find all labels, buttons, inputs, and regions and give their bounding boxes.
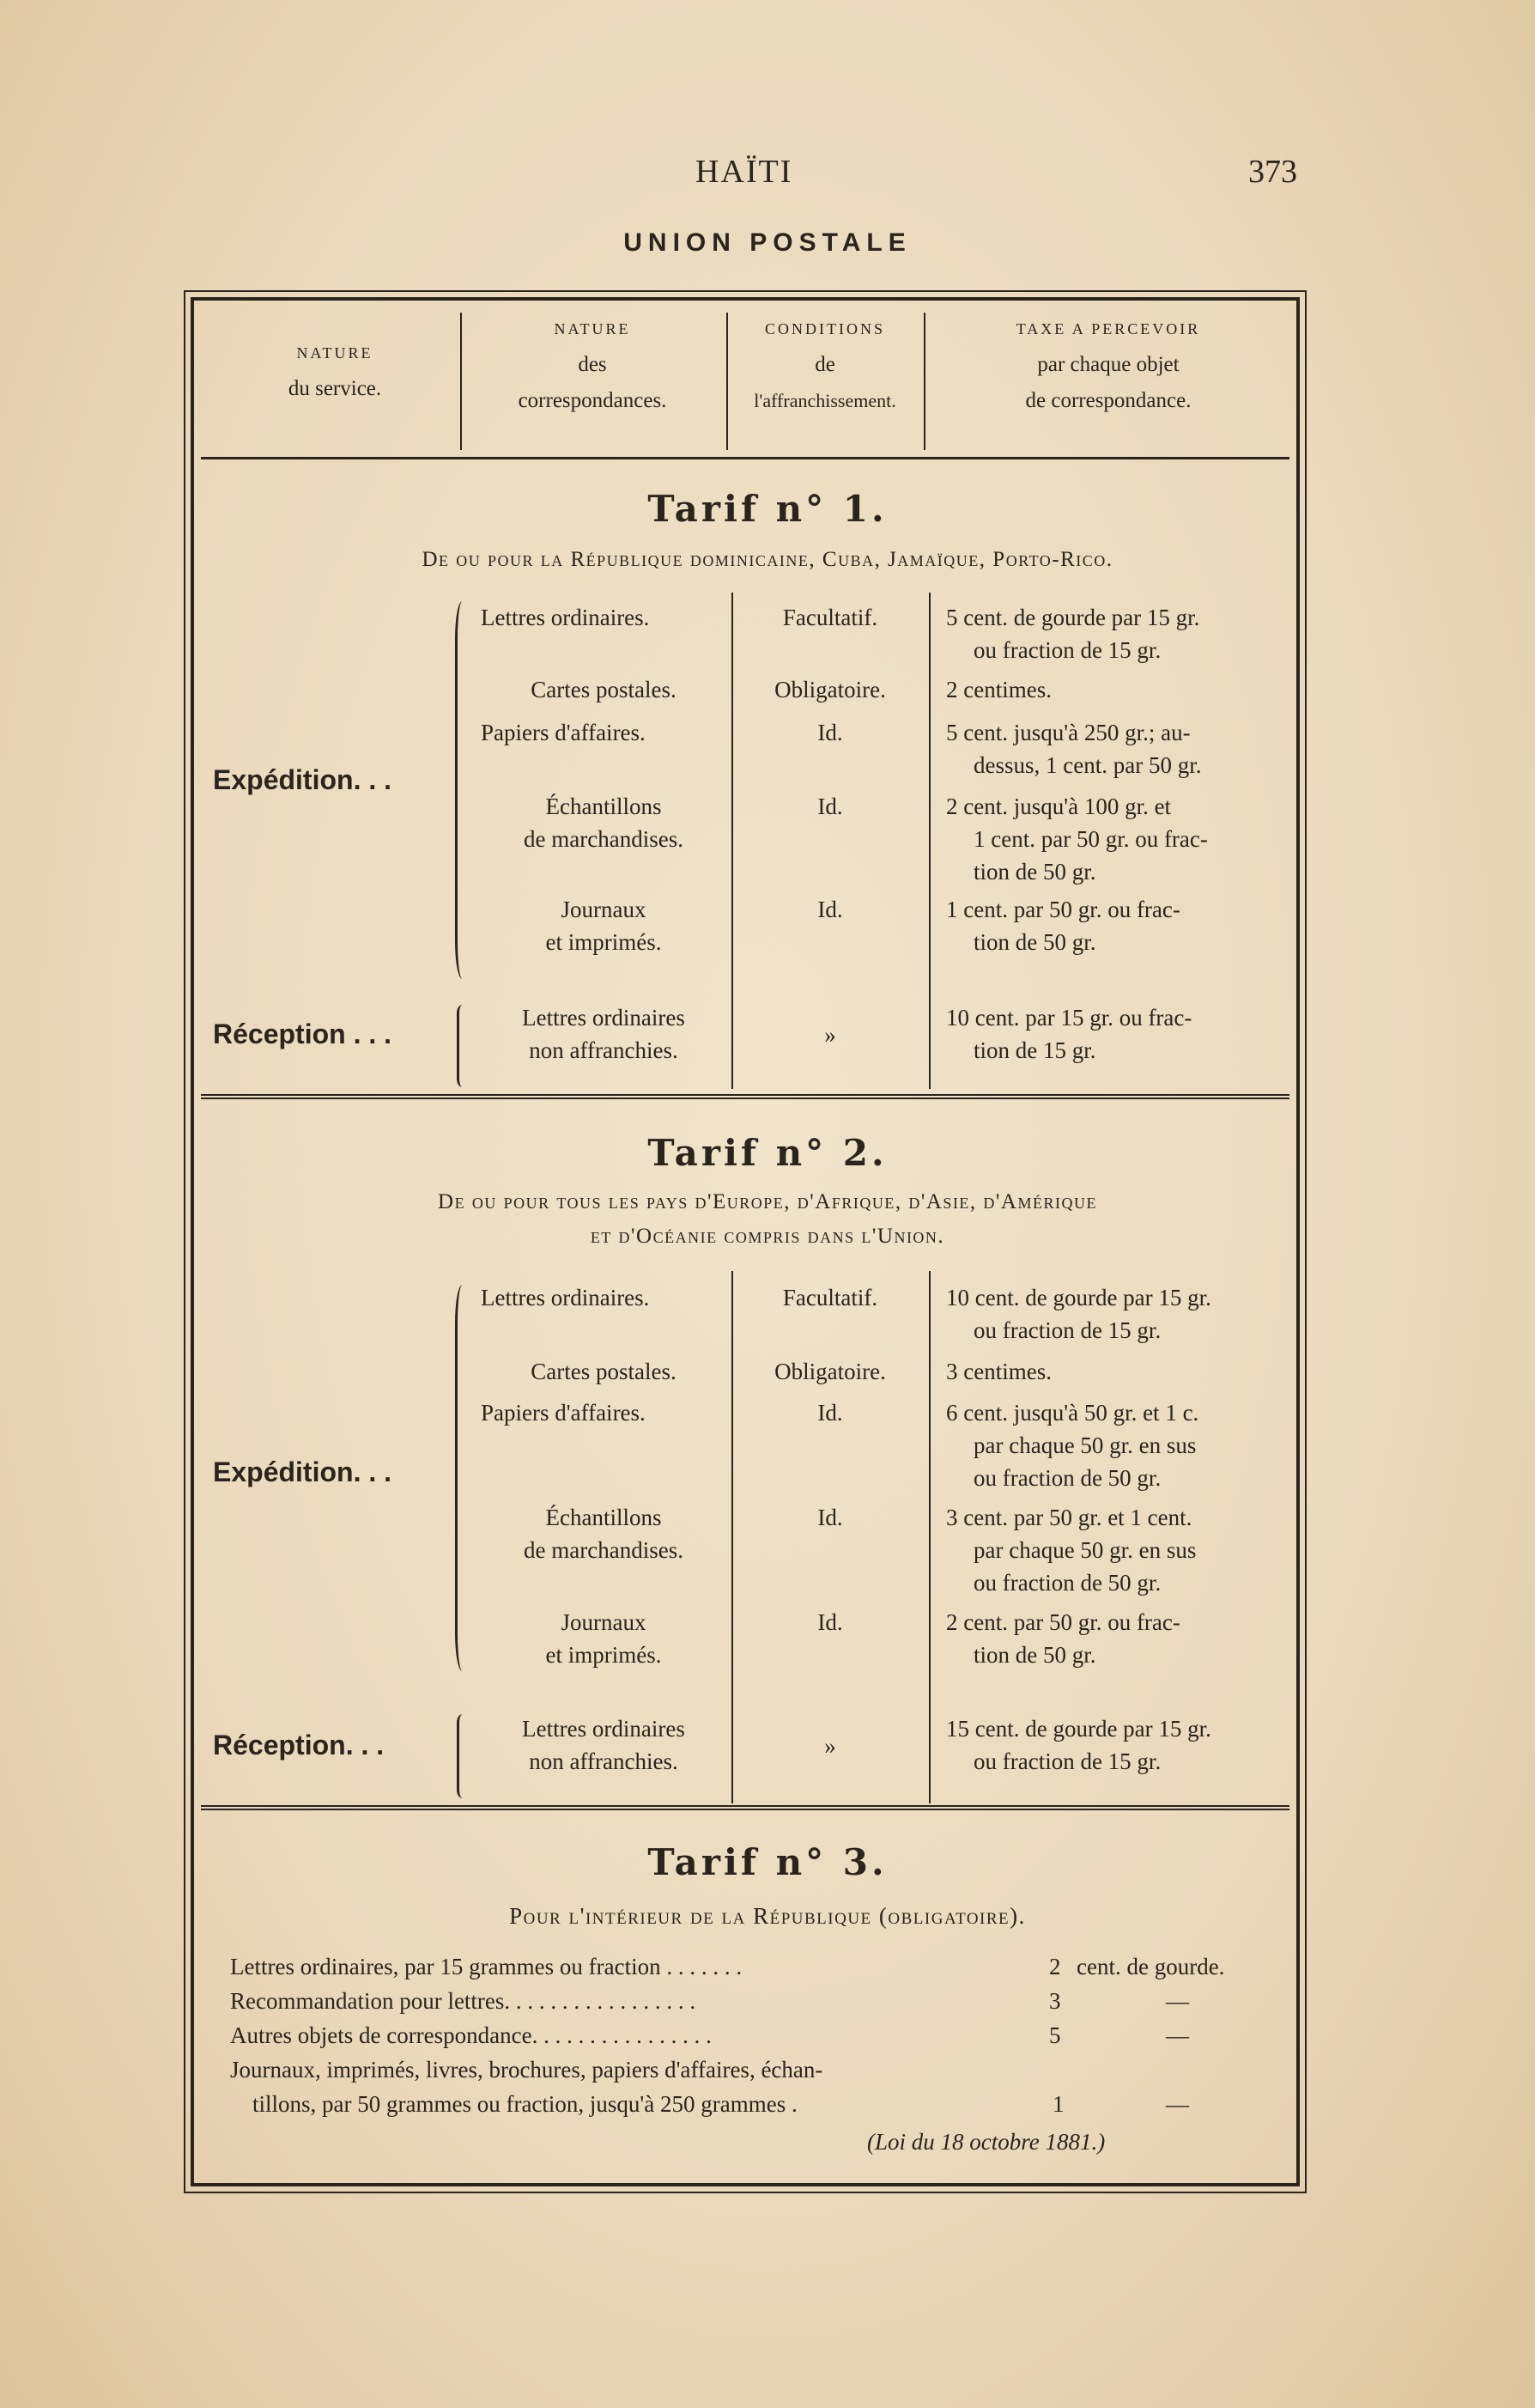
tarif2-divider xyxy=(929,1271,931,1803)
tarif2-title: Tarif n° 2. xyxy=(647,1132,888,1174)
tarif2-row-taxe xyxy=(946,1606,1289,1671)
header-divider xyxy=(460,313,462,450)
tarif2-row-nature: Lettres ordinaires. xyxy=(481,1285,650,1310)
tarif1-row-cond: » xyxy=(824,1022,836,1048)
nature-line: et imprimés. xyxy=(545,1642,662,1668)
tarif1-divider xyxy=(929,593,931,1089)
tarif1-rule xyxy=(201,1094,1289,1099)
header-text: par chaque objet xyxy=(1037,353,1180,376)
tarif2-row-cond: Id. xyxy=(817,1609,843,1635)
tarif2-row-taxe xyxy=(946,1501,1289,1599)
nature-line: non affranchies. xyxy=(529,1037,678,1063)
tarif3-line-text: Journaux, imprimés, livres, brochures, papiers d'affaires, échan- xyxy=(230,2057,823,2083)
nature-line: Lettres ordinaires xyxy=(522,1716,685,1742)
nature-line: Échantillons xyxy=(545,1505,662,1530)
tarif2-subtitle-line: et d'Océanie compris dans l'Union. xyxy=(590,1225,945,1248)
tarif2-row-nature: Papiers d'affaires. xyxy=(481,1400,646,1426)
header-text: de xyxy=(815,353,835,376)
header-text: l'affranchissement. xyxy=(754,390,896,411)
tarif2-row-nature xyxy=(481,1606,726,1671)
nature-line: de marchandises. xyxy=(524,1537,683,1563)
tarif1-row-nature xyxy=(481,893,726,958)
tarif1-row-taxe xyxy=(946,716,1289,781)
taxe-line: tion de 15 gr. xyxy=(974,1037,1096,1063)
tarif2-brace xyxy=(455,1285,473,1671)
tarif2-reception-label: Réception. . . xyxy=(213,1730,385,1760)
tarif1-row-cond: Facultatif. xyxy=(782,605,878,630)
tarif3-title: Tarif n° 3. xyxy=(647,1841,888,1883)
tarif2-row-cond: Id. xyxy=(817,1505,843,1530)
tarif1-title: Tarif n° 1. xyxy=(647,488,888,530)
tarif3-line-text: Lettres ordinaires, par 15 grammes ou fraction . . . . . . . xyxy=(230,1954,743,1979)
tarif3-line-unit: — xyxy=(1166,2091,1189,2117)
taxe-line: 2 cent. par 50 gr. ou frac- xyxy=(946,1609,1180,1635)
nature-line: Journaux xyxy=(561,897,646,922)
tarif2-row-cond: Obligatoire. xyxy=(774,1359,886,1384)
tarif1-row-cond: Id. xyxy=(817,720,843,745)
tarif1-row-nature: Papiers d'affaires. xyxy=(481,720,646,745)
nature-line: non affranchies. xyxy=(529,1748,678,1774)
tarif2-row-nature xyxy=(481,1712,726,1778)
page-number: 373 xyxy=(1248,154,1297,190)
tarif2-row-nature: Cartes postales. xyxy=(531,1359,676,1384)
tarif1-row-cond: Id. xyxy=(817,897,843,922)
tarif3-line-num: 3 xyxy=(1049,1988,1061,2014)
taxe-line: 6 cent. jusqu'à 50 gr. et 1 c. xyxy=(946,1400,1199,1426)
tarif1-row-nature xyxy=(481,1001,726,1067)
taxe-line: ou fraction de 50 gr. xyxy=(974,1465,1162,1491)
header-col-taxe xyxy=(925,311,1291,450)
nature-line: de marchandises. xyxy=(524,826,683,852)
tarif3-line-text: Recommandation pour lettres. . . . . . . . . . . . . . . . . xyxy=(230,1988,696,2014)
header-text: CONDITIONS xyxy=(765,320,885,337)
tarif2-row-cond: » xyxy=(824,1733,836,1759)
tarif3-line-num: 1 xyxy=(1053,2091,1065,2117)
tarif2-divider xyxy=(731,1271,733,1803)
tarif3-line-text: Autres objets de correspondance. . . . . . . . . . . . . . . . xyxy=(230,2022,712,2048)
tarif1-row-cond: Id. xyxy=(817,794,843,819)
tarif1-row-nature: Cartes postales. xyxy=(531,677,676,702)
tarif2-rule xyxy=(201,1805,1289,1810)
tarif1-brace-small xyxy=(457,1005,471,1087)
header-text: NATURE xyxy=(554,320,631,337)
tarif3-line-num: 5 xyxy=(1049,2022,1061,2048)
tarif1-row-cond: Obligatoire. xyxy=(774,677,886,702)
nature-line: Journaux xyxy=(561,1609,646,1635)
taxe-line: 1 cent. par 50 gr. ou frac- xyxy=(974,826,1208,852)
nature-line: et imprimés. xyxy=(545,929,662,955)
running-head xyxy=(0,153,1535,196)
header-text: de correspondance. xyxy=(1025,389,1192,412)
nature-line: Lettres ordinaires xyxy=(522,1005,685,1031)
tarif3-subtitle: Pour l'intérieur de la République (obligatoire). xyxy=(509,1903,1026,1929)
tarif1-row-nature: Lettres ordinaires. xyxy=(481,605,650,630)
tarif1-row-taxe xyxy=(946,893,1289,958)
page-title: HAÏTI xyxy=(695,154,793,190)
taxe-line: 1 cent. par 50 gr. ou frac- xyxy=(946,897,1180,922)
section-title: UNION POSTALE xyxy=(623,228,912,257)
tarif2-expedition-label: Expédition. . . xyxy=(213,1456,392,1487)
header-rule xyxy=(201,457,1289,459)
header-text: du service. xyxy=(288,377,382,400)
header-divider xyxy=(924,313,925,450)
tarif2-subtitle-line: De ou pour tous les pays d'Europe, d'Afrique, d'Asie, d'Amérique xyxy=(438,1190,1097,1213)
taxe-line: 2 cent. jusqu'à 100 gr. et xyxy=(946,794,1172,819)
tarif1-row-taxe: 2 centimes. xyxy=(946,677,1052,702)
header-col-nature xyxy=(464,311,721,450)
taxe-line: ou fraction de 15 gr. xyxy=(974,1748,1162,1774)
header-text: NATURE xyxy=(296,344,373,362)
header-text: des xyxy=(578,353,607,376)
tarif1-expedition-label: Expédition. . . xyxy=(213,764,392,795)
tarif2-row-cond: Facultatif. xyxy=(782,1285,878,1310)
tarif3-line-unit: — xyxy=(1166,2022,1189,2048)
tarif2-row-nature xyxy=(481,1501,726,1566)
taxe-line: 10 cent. par 15 gr. ou frac- xyxy=(946,1005,1192,1031)
header-col-service xyxy=(215,335,455,474)
taxe-line: dessus, 1 cent. par 50 gr. xyxy=(974,752,1202,778)
tarif3-line-unit: — xyxy=(1166,1988,1189,2014)
tarif1-subtitle: De ou pour la République dominicaine, Cuba, Jamaïque, Porto-Rico. xyxy=(422,548,1113,571)
taxe-line: tion de 50 gr. xyxy=(974,859,1096,885)
taxe-line: 15 cent. de gourde par 15 gr. xyxy=(946,1716,1211,1742)
taxe-line: tion de 50 gr. xyxy=(974,929,1096,955)
tarif2-row-cond: Id. xyxy=(817,1400,843,1426)
tarif1-brace xyxy=(455,601,473,979)
header-text: TAXE A PERCEVOIR xyxy=(1016,320,1201,337)
taxe-line: par chaque 50 gr. en sus xyxy=(974,1432,1197,1458)
taxe-line: par chaque 50 gr. en sus xyxy=(974,1537,1197,1563)
header-col-conditions xyxy=(728,311,922,450)
tarif2-row-taxe xyxy=(946,1712,1289,1778)
tarif2-brace-small xyxy=(457,1714,471,1798)
tarif1-row-taxe xyxy=(946,790,1289,888)
tarif3-law: (Loi du 18 octobre 1881.) xyxy=(867,2129,1106,2155)
tarif1-row-taxe xyxy=(946,1001,1289,1067)
tarif1-reception-label: Réception . . . xyxy=(213,1019,392,1049)
taxe-line: tion de 50 gr. xyxy=(974,1642,1096,1668)
tarif3-line-text: tillons, par 50 grammes ou fraction, jusqu'à 250 grammes . xyxy=(252,2091,798,2117)
tarif1-row-taxe xyxy=(946,601,1289,666)
taxe-line: 5 cent. jusqu'à 250 gr.; au- xyxy=(946,720,1191,745)
tarif3-line-unit: cent. de gourde. xyxy=(1077,1954,1225,1979)
tarif2-row-taxe: 3 centimes. xyxy=(946,1359,1052,1384)
tarif3-line-num: 2 xyxy=(1049,1954,1061,1979)
taxe-line: 3 cent. par 50 gr. et 1 cent. xyxy=(946,1505,1192,1530)
taxe-line: 5 cent. de gourde par 15 gr. xyxy=(946,605,1200,630)
taxe-line: 10 cent. de gourde par 15 gr. xyxy=(946,1285,1211,1310)
taxe-line: ou fraction de 50 gr. xyxy=(974,1570,1162,1596)
tarif2-row-taxe xyxy=(946,1281,1289,1347)
taxe-line: ou fraction de 15 gr. xyxy=(974,1317,1162,1343)
tarif1-divider xyxy=(731,593,733,1089)
tarif2-row-taxe xyxy=(946,1396,1289,1494)
tarif1-row-nature xyxy=(481,790,726,855)
header-text: correspondances. xyxy=(518,389,667,412)
header-divider xyxy=(726,313,728,450)
taxe-line: ou fraction de 15 gr. xyxy=(974,637,1162,663)
nature-line: Échantillons xyxy=(545,794,662,819)
